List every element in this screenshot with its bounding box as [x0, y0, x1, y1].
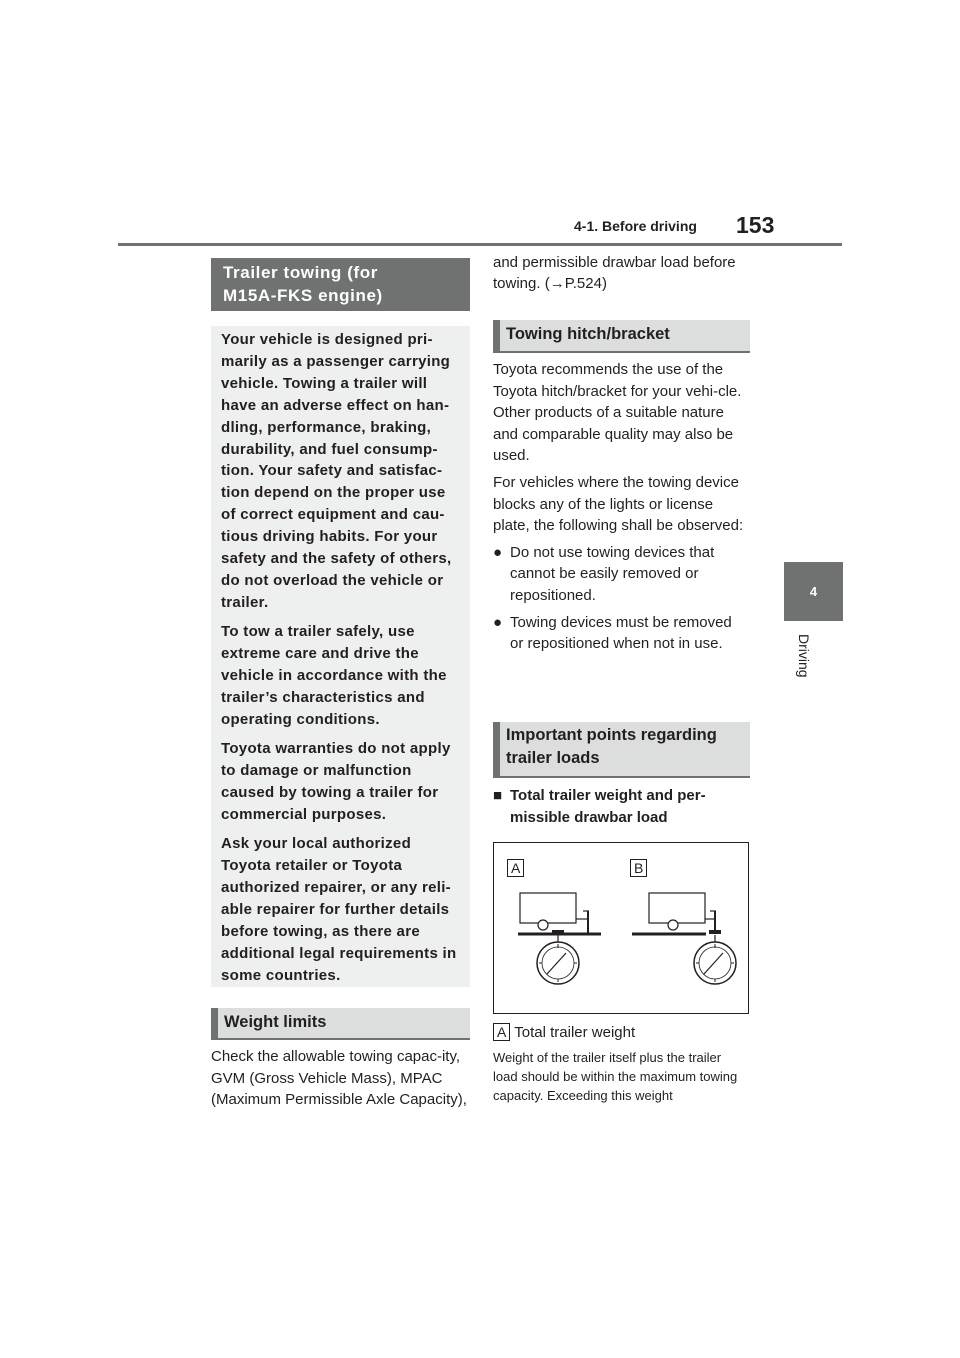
trailer-weight-illustration — [493, 842, 749, 1014]
trailer-loads-heading-line-2: trailer loads — [506, 749, 600, 767]
section-label: 4-1. Before driving — [574, 218, 697, 234]
chapter-name: Driving — [796, 634, 812, 678]
trailer-loads-heading — [493, 722, 750, 778]
trailer-scale-diagram — [494, 843, 748, 1013]
caption-text: Total trailer weight — [514, 1024, 636, 1041]
bullet-icon: ● — [493, 613, 503, 631]
chapter-number: 4 — [809, 584, 818, 599]
caption-label-a: A — [493, 1023, 510, 1041]
chapter-tab — [784, 562, 843, 621]
label-b: B — [630, 859, 647, 877]
page-title — [211, 258, 470, 311]
label-a: A — [507, 859, 524, 877]
towing-hitch-body — [493, 359, 749, 655]
weight-limits-text: Check the allowable towing capac-ity, GVM (Gross Vehicle Mass), MPAC (Maximum Permissible Axle Capacity), — [211, 1048, 467, 1109]
intro-paragraph: Your vehicle is designed pri-marily as a passenger carrying vehicle. Towing a trailer will have an adverse effect on han-dling, performance, braking, durability, and fuel consump-tion. Your safety and satisfac-tion depend on the proper use of correct equipment and cau-tious driving habits. For your safety and the safety of others, do not overload the vehicle or trailer. — [221, 331, 452, 611]
header-rule — [118, 243, 842, 246]
hitch-paragraph: Toyota recommends the use of the Toyota hitch/bracket for your vehi-cle. Other products of a suitable nature and comparable quality may also be used. — [493, 361, 742, 465]
title-line-2: M15A-FKS engine) — [223, 286, 383, 305]
intro-paragraph: Ask your local authorized Toyota retailer or Toyota authorized repairer, or any reli-able repairer for further details before towing, as there are additional legal requirements in some countries. — [221, 835, 457, 984]
hitch-paragraph: For vehicles where the towing device blocks any of the lights or license plate, the following shall be observed: — [493, 473, 744, 535]
square-bullet-icon: ■ — [493, 787, 503, 804]
list-item — [493, 542, 749, 607]
towing-hitch-heading: Towing hitch/bracket — [493, 320, 750, 353]
intro-paragraph: To tow a trailer safely, use extreme care and drive the vehicle in accordance with the trailer’s characteristics and operating conditions. — [221, 623, 447, 728]
weight-limits-heading: Weight limits — [211, 1008, 470, 1040]
caption-description: Weight of the trailer itself plus the trailer load should be within the maximum towing capacity. Exceeding this weight — [493, 1050, 738, 1103]
list-item-text: Do not use towing devices that cannot be easily removed or repositioned. — [510, 543, 715, 604]
trailer-a-icon — [518, 893, 601, 984]
weight-limits-text-part1 — [211, 1046, 467, 1112]
subheading-text: Total trailer weight and per-missible drawbar load — [510, 787, 706, 826]
weight-limits-text-part2 — [493, 253, 749, 297]
bullet-icon: ● — [493, 543, 503, 561]
intro-box — [211, 326, 470, 987]
trailer-loads-subheading — [493, 785, 749, 828]
page-number: 153 — [736, 212, 775, 238]
weight-limits-text-continued: and permissible drawbar load before towing. (→P.524) — [493, 253, 736, 293]
trailer-loads-heading-line-1: Important points regarding — [506, 726, 717, 744]
title-line-1: Trailer towing (for — [223, 263, 378, 282]
list-item-text: Towing devices must be removed or repositioned when not in use. — [510, 613, 732, 653]
trailer-b-icon — [632, 893, 736, 984]
illustration-caption — [493, 1023, 749, 1043]
intro-paragraph: Toyota warranties do not apply to damage or malfunction caused by towing a trailer for commercial purposes. — [221, 740, 451, 824]
list-item — [493, 612, 749, 655]
